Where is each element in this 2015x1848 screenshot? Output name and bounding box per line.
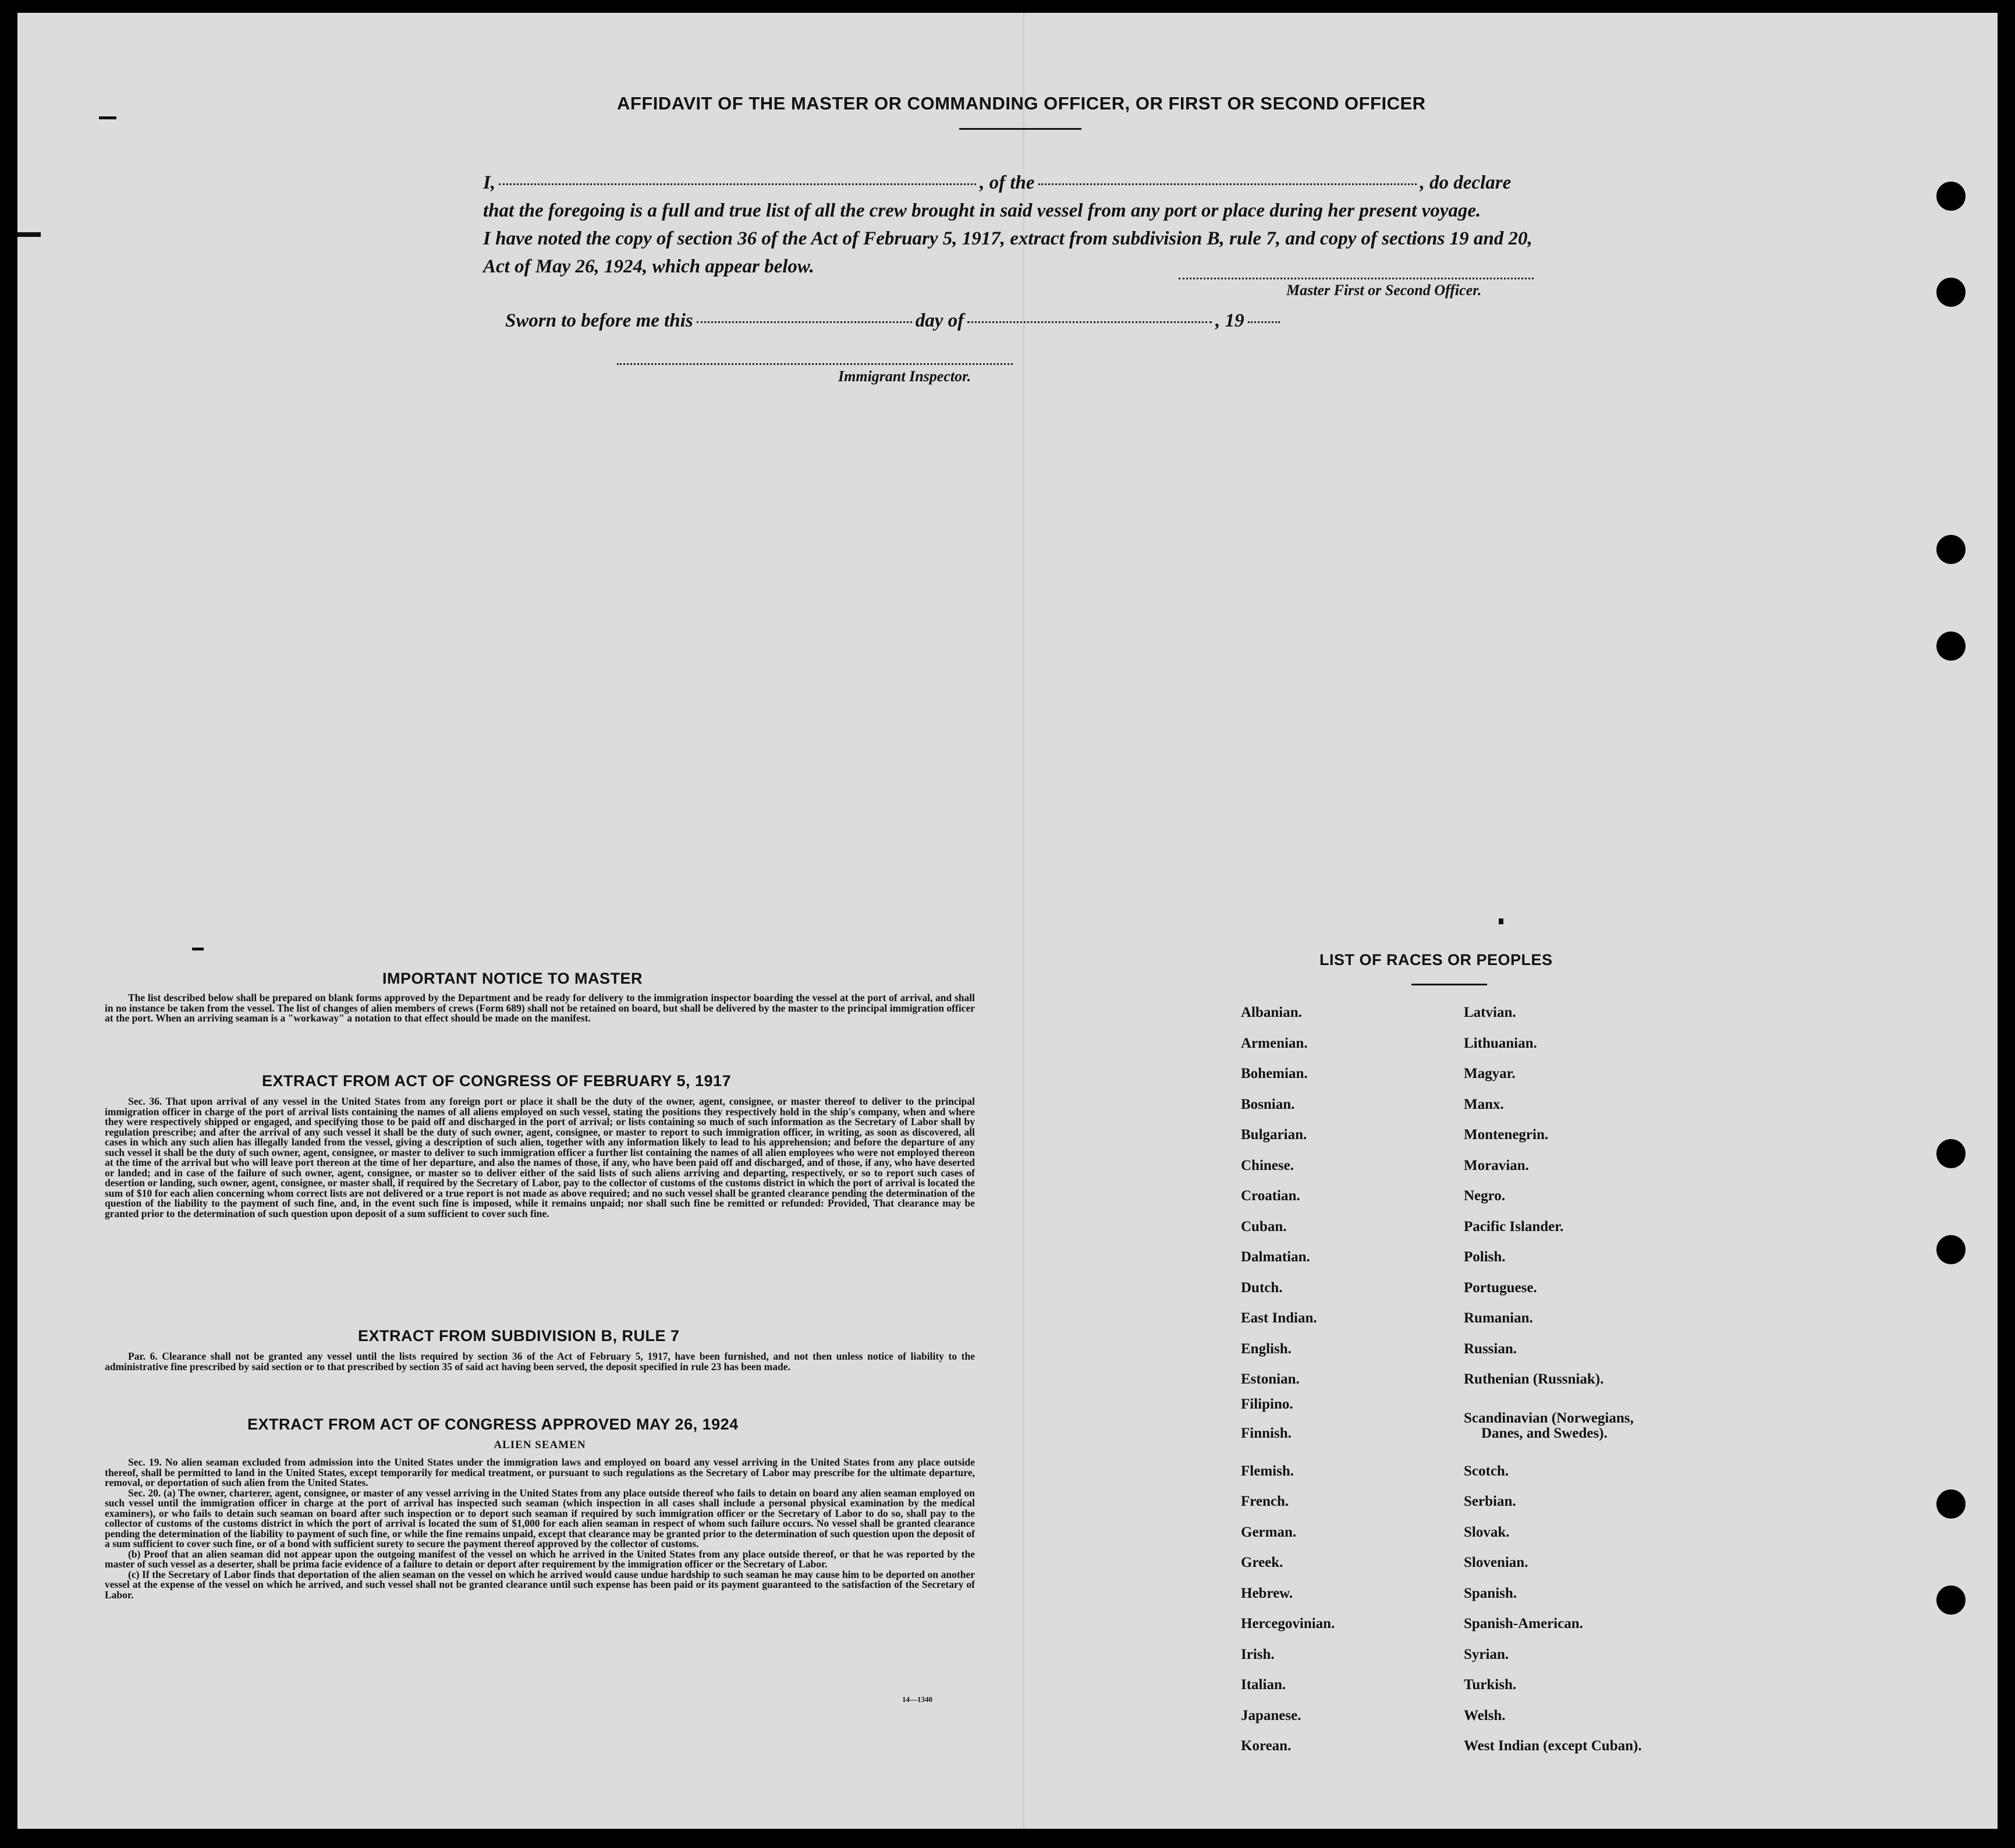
race-item: Ruthenian (Russniak).	[1464, 1371, 1604, 1387]
race-item: Cuban.	[1241, 1218, 1287, 1235]
extract-1924-text	[105, 1457, 975, 1600]
scan-artifact	[99, 116, 116, 119]
affidavit-line2: that the foregoing is a full and true list of all the crew brought in said vessel from any port or place during her present voyage.	[483, 200, 1481, 221]
race-item: Danes, and Swedes).	[1481, 1425, 1608, 1441]
race-item: Moravian.	[1464, 1157, 1529, 1173]
race-item: Bulgarian.	[1241, 1127, 1307, 1143]
year-text: , 19	[1215, 310, 1244, 331]
name-blank	[499, 183, 976, 185]
year-blank	[1248, 321, 1280, 323]
race-item: German.	[1241, 1524, 1297, 1540]
alien-seamen-subtitle: ALIEN SEAMEN	[494, 1439, 586, 1451]
title-divider	[959, 128, 1081, 130]
sworn-line	[505, 307, 1320, 335]
notice-text	[105, 993, 975, 1024]
scan-artifact	[192, 948, 204, 950]
extract-1917-title: EXTRACT FROM ACT OF CONGRESS OF FEBRUARY 5, 1917	[262, 1072, 732, 1090]
notice-paragraph: The list described below shall be prepared on blank forms approved by the Department and be ready for delivery to the immigration inspector boarding the vessel at the port of arrival, and shall in no instance be taken from the vessel. The list of changes of alien members of crews (Form 689) shall not be retained on board, but shall be delivered by the master to the principal immigration officer at the port. When an arriving seaman is a "workaway" a notation to that effect should be made on the manifest.	[105, 992, 975, 1024]
affidavit-i: I,	[483, 172, 496, 193]
rule7-title: EXTRACT FROM SUBDIVISION B, RULE 7	[358, 1327, 680, 1345]
form-number: 14—1340	[902, 1695, 932, 1704]
affidavit-of-the: , of the	[980, 172, 1035, 193]
rule7-paragraph: Par. 6. Clearance shall not be granted any vessel until the lists required by section 36 of the Act of February 5, 1917, have been furnished, and not then unless notice of liability to the administrative fine prescribed by said section or to that prescribed by section 35 of said act having been served, the deposit specified in rule 23 has been made.	[105, 1350, 975, 1372]
master-signature-line	[1179, 278, 1534, 279]
race-item: Negro.	[1464, 1188, 1506, 1204]
race-item: Dalmatian.	[1241, 1249, 1310, 1265]
affidavit-title: AFFIDAVIT OF THE MASTER OR COMMANDING OFFICER, OR FIRST OR SECOND OFFICER	[617, 93, 1426, 113]
extract-1917-paragraph: Sec. 36. That upon arrival of any vessel in the United States from any foreign port or place it shall be the duty of the owner, agent, consignee, or master thereof to deliver to the principal immigration officer in charge of the port of arrival lists containing the names of all aliens employed on such vessel, stating the positions they respectively hold in the ship's company, when and where they were respectively shipped or engaged, and specifying those to be paid off and discharged in the port of arrival; or lists containing so much of such information as the Secretary of Labor shall by regulation prescribe; and after the arrival of any such vessel it shall be the duty of such owner, agent, consignee, or master to report to such immigration officer, in writing, as soon as discovered, all cases in which any such alien has illegally landed from the vessel, giving a description of such alien, together with any information likely to lead to his apprehension; and before the departure of any such vessel it shall be the duty of such owner, agent, consignee, or master to deliver to such immigration officer a further list containing the names of all alien employees who were not employed thereon at the time of the arrival but who will leave port thereon at the time of her departure, and also the names of those, if any, who have been paid off and discharged, and of those, if any, who have deserted or landed; and in case of the failure of such owner, agent, consignee, or master so to deliver either of the said lists of such aliens arriving and departing, respectively, or so to report such cases of desertion or landing, such owner, agent, consignee, or master shall, if required by the Secretary of Labor, pay to the collector of customs of the customs district in which the port of arrival is located the sum of $10 for each alien concerning whom correct lists are not delivered or a true report is not made as above required; and no such vessel shall be granted clearance pending the determination of the question of the liability to the payment of such fine, and, in the event such fine is imposed, while it remains unpaid; nor shall such fine be remitted or refunded: Provided, That clearance may be granted prior to the determination of such question upon deposit of a sum sufficient to cover such fine.	[105, 1095, 975, 1219]
sec20b-paragraph: (b) Proof that an alien seaman did not appear upon the outgoing manifest of the vessel on which he arrived in the United States from any place outside thereof, or that he was reported by the master of such vessel as a deserter, shall be prima facie evidence of a failure to detain or deport after requirement by the immigration officer or the Secretary of Labor.	[105, 1548, 975, 1570]
race-item: Turkish.	[1464, 1677, 1517, 1693]
race-item: Russian.	[1464, 1340, 1517, 1357]
inspector-signature-label: Immigrant Inspector.	[838, 368, 971, 385]
race-item: Hebrew.	[1241, 1585, 1293, 1601]
races-column-left	[1241, 1005, 1474, 1761]
race-item: Bosnian.	[1241, 1096, 1295, 1112]
race-item: Estonian.	[1241, 1371, 1300, 1387]
affidavit-body	[483, 169, 1571, 281]
race-item: Finnish.	[1241, 1425, 1292, 1441]
scan-artifact	[17, 232, 41, 237]
race-item: Welsh.	[1464, 1707, 1506, 1723]
sec19-paragraph: Sec. 19. No alien seaman excluded from admission into the United States under the immigration laws and employed on board any vessel arriving in the United States from any place outside thereof, shall be permitted to land in the United States, except temporarily for medical treatment, or pursuant to such regulations as the Secretary of Labor may prescribe for the ultimate departure, removal, or deportation of such alien from the United States.	[105, 1456, 975, 1488]
race-item: Spanish.	[1464, 1585, 1517, 1601]
race-item: Pacific Islander.	[1464, 1218, 1564, 1235]
race-item: Flemish.	[1241, 1463, 1294, 1479]
race-item: Albanian.	[1241, 1005, 1302, 1020]
binder-hole	[1936, 1585, 1966, 1615]
binder-hole	[1936, 535, 1966, 564]
race-item: Irish.	[1241, 1646, 1275, 1662]
binder-hole	[1936, 278, 1966, 307]
race-item: Polish.	[1464, 1249, 1506, 1265]
race-item: Japanese.	[1241, 1707, 1301, 1723]
race-item: Slovak.	[1464, 1524, 1510, 1540]
affidavit-line3: I have noted the copy of section 36 of the Act of February 5, 1917, extract from subdivision B, rule 7, and copy of sections 19 and 20,	[483, 228, 1532, 249]
race-item: Dutch.	[1241, 1279, 1283, 1296]
race-item: Lithuanian.	[1464, 1035, 1537, 1051]
race-item: Hercegovinian.	[1241, 1616, 1335, 1631]
race-item: Manx.	[1464, 1096, 1504, 1112]
master-signature-label: Master First or Second Officer.	[1286, 282, 1482, 299]
race-item: Spanish-American.	[1464, 1616, 1583, 1631]
sworn-day-blank	[697, 321, 912, 323]
race-item: French.	[1241, 1494, 1289, 1509]
race-item: Latvian.	[1464, 1005, 1516, 1020]
races-divider	[1411, 984, 1487, 985]
inspector-signature-line	[617, 363, 1013, 365]
affidavit-declare: , do declare	[1420, 172, 1512, 193]
race-item: Korean.	[1241, 1738, 1292, 1754]
notice-title: IMPORTANT NOTICE TO MASTER	[382, 970, 643, 987]
race-item: Greek.	[1241, 1555, 1283, 1570]
race-item: Scandinavian (Norwegians,	[1464, 1410, 1634, 1426]
sworn-text: Sworn to before me this	[505, 310, 693, 331]
race-item: Rumanian.	[1464, 1310, 1533, 1326]
vessel-blank	[1038, 183, 1417, 185]
binder-hole	[1936, 182, 1966, 211]
scan-artifact	[1499, 918, 1503, 924]
binder-hole	[1936, 1139, 1966, 1168]
race-item: English.	[1241, 1340, 1292, 1357]
race-item: Magyar.	[1464, 1066, 1516, 1081]
race-item: Serbian.	[1464, 1494, 1516, 1509]
race-item: Filipino.	[1241, 1396, 1293, 1412]
sworn-month-blank	[967, 321, 1212, 323]
sec20c-paragraph: (c) If the Secretary of Labor finds that deportation of the alien seaman on the vessel on which he arrived would cause undue hardship to such seaman he may cause him to be deported on another vessel at the expense of the vessel on which he arrived, and such vessel shall not be granted clearance until such expense has been paid or its payment guaranteed to the satisfaction of the Secretary of Labor.	[105, 1568, 975, 1601]
race-item: Italian.	[1241, 1677, 1286, 1693]
races-title: LIST OF RACES OR PEOPLES	[1319, 951, 1553, 969]
extract-1917-text	[105, 1097, 975, 1219]
binder-hole	[1936, 632, 1966, 661]
document-page	[17, 13, 1998, 1829]
affidavit-line4: Act of May 26, 1924, which appear below.	[483, 256, 814, 277]
race-item: Portuguese.	[1464, 1279, 1537, 1296]
day-of-text: day of	[915, 310, 964, 331]
races-column-right	[1464, 1005, 1813, 1761]
extract-1924-title: EXTRACT FROM ACT OF CONGRESS APPROVED MAY 26, 1924	[247, 1416, 739, 1433]
race-item: Croatian.	[1241, 1188, 1300, 1204]
race-item: Scotch.	[1464, 1463, 1509, 1479]
race-item: Slovenian.	[1464, 1555, 1528, 1570]
race-item: Chinese.	[1241, 1157, 1294, 1173]
race-item: Bohemian.	[1241, 1066, 1308, 1081]
binder-hole	[1936, 1235, 1966, 1264]
race-item: Armenian.	[1241, 1035, 1308, 1051]
binder-hole	[1936, 1489, 1966, 1519]
race-item: Montenegrin.	[1464, 1127, 1549, 1143]
rule7-text	[105, 1352, 975, 1372]
race-item: West Indian (except Cuban).	[1464, 1738, 1642, 1754]
sec20a-paragraph: Sec. 20. (a) The owner, charterer, agent, consignee, or master of any vessel arriving in the United States from any place outside thereof who fails to detain on board any alien seaman employed on such vessel until the immigration officer in charge at the port of arrival has inspected such seaman (which inspection in all cases shall include a personal physical examination by the medical examiners), or who fails to detain such seaman on board after such inspection or to deport such seaman if required by such immigration officer or the Secretary of Labor to do so, shall pay to the collector of customs of the customs district in which the port of arrival is located the sum of $1,000 for each alien seaman in respect of whom such failure occurs. No vessel shall be granted clearance pending the determination of the liability to payment of such fine, or while the fine remains unpaid, except that clearance may be granted prior to the determination of such question upon the deposit of a sum sufficient to cover such fine, or of a bond with sufficient surety to secure the payment thereof approved by the collector of customs.	[105, 1487, 975, 1549]
race-item: East Indian.	[1241, 1310, 1317, 1326]
race-item: Syrian.	[1464, 1646, 1509, 1662]
